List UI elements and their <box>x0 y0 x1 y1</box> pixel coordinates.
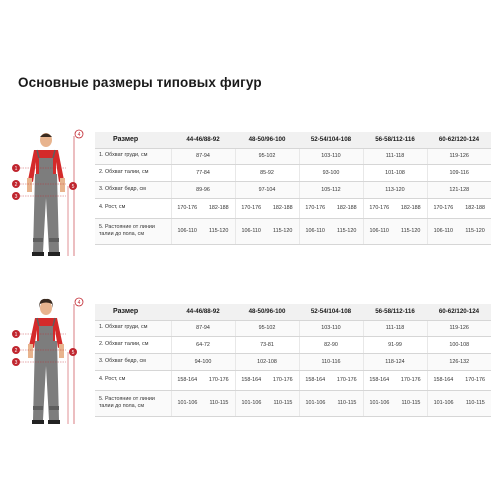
table-cell: 101-108 <box>363 164 427 181</box>
row-label: 5. Растояние от линии талии до пола, см <box>95 390 171 416</box>
table-cell: 101-106 110-115 <box>299 390 363 416</box>
table-row <box>95 164 491 181</box>
table-cell: 101-106 110-115 <box>235 390 299 416</box>
row-label: 2. Обхват талии, см <box>95 336 171 353</box>
table-cell: 95-102 <box>235 320 299 336</box>
marker-3 <box>12 192 20 200</box>
header-col-5: 60-62/120-124 <box>427 132 491 148</box>
table-cell: 106-110 115-120 <box>235 218 299 244</box>
marker-2 <box>12 180 20 188</box>
size-table-male <box>95 132 491 245</box>
table-cell: 82-90 <box>299 336 363 353</box>
header-col-2: 48-50/96-100 <box>235 132 299 148</box>
table-row <box>95 320 491 336</box>
table-cell: 101-106 110-115 <box>171 390 235 416</box>
svg-text:2: 2 <box>14 182 18 188</box>
row-label: 2. Обхват талии, см <box>95 164 171 181</box>
table-cell: 119-126 <box>427 320 491 336</box>
header-col-5: 60-62/120-124 <box>427 304 491 320</box>
table-cell: 100-108 <box>427 336 491 353</box>
table-header-row <box>95 304 491 320</box>
svg-text:5: 5 <box>71 184 75 190</box>
table-cell: 170-176 182-188 <box>171 198 235 218</box>
table-cell: 111-118 <box>363 320 427 336</box>
table-cell: 97-104 <box>235 181 299 198</box>
table-cell: 106-110 115-120 <box>363 218 427 244</box>
table-cell: 170-176 182-188 <box>299 198 363 218</box>
table-cell: 106-110 115-120 <box>171 218 235 244</box>
size-table-female <box>95 304 491 417</box>
table-cell: 87-94 <box>171 320 235 336</box>
figure-male-illustration <box>6 128 86 258</box>
table-cell: 158-164 170-176 <box>171 370 235 390</box>
table-cell: 109-116 <box>427 164 491 181</box>
marker-5 <box>69 182 77 190</box>
table-row <box>95 181 491 198</box>
table-row <box>95 336 491 353</box>
table-cell: 106-110 115-120 <box>427 218 491 244</box>
header-size: Размер <box>95 304 171 320</box>
row-label: 4. Рост, см <box>95 198 171 218</box>
size-section-female <box>0 296 500 426</box>
svg-text:2: 2 <box>14 348 18 354</box>
figure-female-illustration <box>6 296 86 426</box>
table-cell: 73-81 <box>235 336 299 353</box>
table-cell: 103-110 <box>299 148 363 164</box>
table-cell: 64-72 <box>171 336 235 353</box>
svg-text:5: 5 <box>71 350 75 356</box>
table-cell: 103-110 <box>299 320 363 336</box>
table-row <box>95 353 491 370</box>
table-cell: 111-118 <box>363 148 427 164</box>
table-cell: 113-120 <box>363 181 427 198</box>
svg-text:1: 1 <box>14 332 18 338</box>
marker-4 <box>75 298 83 306</box>
table-cell: 170-176 182-188 <box>427 198 491 218</box>
table-cell: 94-100 <box>171 353 235 370</box>
table-cell: 93-100 <box>299 164 363 181</box>
marker-2 <box>12 346 20 354</box>
marker-4 <box>75 130 83 138</box>
row-label: 1. Обхват груди, см <box>95 148 171 164</box>
header-col-1: 44-46/88-92 <box>171 304 235 320</box>
table-row <box>95 198 491 218</box>
svg-text:4: 4 <box>77 132 81 138</box>
table-cell: 91-99 <box>363 336 427 353</box>
svg-text:3: 3 <box>14 194 18 200</box>
figure-male <box>6 128 86 258</box>
header-size: Размер <box>95 132 171 148</box>
table-cell: 158-164 170-176 <box>299 370 363 390</box>
page-title: Основные размеры типовых фигур <box>18 75 262 90</box>
table-row <box>95 218 491 244</box>
table-cell: 126-132 <box>427 353 491 370</box>
table-cell: 158-164 170-176 <box>235 370 299 390</box>
marker-1 <box>12 330 20 338</box>
row-label: 1. Обхват груди, см <box>95 320 171 336</box>
svg-text:1: 1 <box>14 166 18 172</box>
table-cell: 119-126 <box>427 148 491 164</box>
table-row <box>95 370 491 390</box>
row-label: 4. Рост, см <box>95 370 171 390</box>
svg-text:4: 4 <box>77 300 81 306</box>
marker-1 <box>12 164 20 172</box>
table-cell: 95-102 <box>235 148 299 164</box>
marker-3 <box>12 358 20 366</box>
size-section-male <box>0 128 500 258</box>
table-cell: 158-164 170-176 <box>363 370 427 390</box>
table-cell: 102-108 <box>235 353 299 370</box>
table-cell: 170-176 182-188 <box>235 198 299 218</box>
header-col-3: 52-54/104-108 <box>299 304 363 320</box>
row-label: 3. Обхват бедр, см <box>95 181 171 198</box>
marker-5 <box>69 348 77 356</box>
row-label: 5. Растояние от линии талии до пола, см <box>95 218 171 244</box>
table-cell: 105-112 <box>299 181 363 198</box>
table-row <box>95 390 491 416</box>
figure-female <box>6 296 86 426</box>
header-col-1: 44-46/88-92 <box>171 132 235 148</box>
table-cell: 106-110 115-120 <box>299 218 363 244</box>
table-cell: 118-124 <box>363 353 427 370</box>
table-cell: 110-116 <box>299 353 363 370</box>
table-cell: 85-92 <box>235 164 299 181</box>
table-cell: 101-106 110-115 <box>363 390 427 416</box>
table-cell: 170-176 182-188 <box>363 198 427 218</box>
header-col-4: 56-58/112-116 <box>363 304 427 320</box>
table-cell: 158-164 170-176 <box>427 370 491 390</box>
table-cell: 121-128 <box>427 181 491 198</box>
table-cell: 77-84 <box>171 164 235 181</box>
svg-text:3: 3 <box>14 360 18 366</box>
header-col-3: 52-54/104-108 <box>299 132 363 148</box>
table-cell: 89-96 <box>171 181 235 198</box>
table-header-row <box>95 132 491 148</box>
table-row <box>95 148 491 164</box>
table-cell: 101-106 110-115 <box>427 390 491 416</box>
table-cell: 87-94 <box>171 148 235 164</box>
header-col-2: 48-50/96-100 <box>235 304 299 320</box>
header-col-4: 56-58/112-116 <box>363 132 427 148</box>
row-label: 3. Обхват бедр, см <box>95 353 171 370</box>
